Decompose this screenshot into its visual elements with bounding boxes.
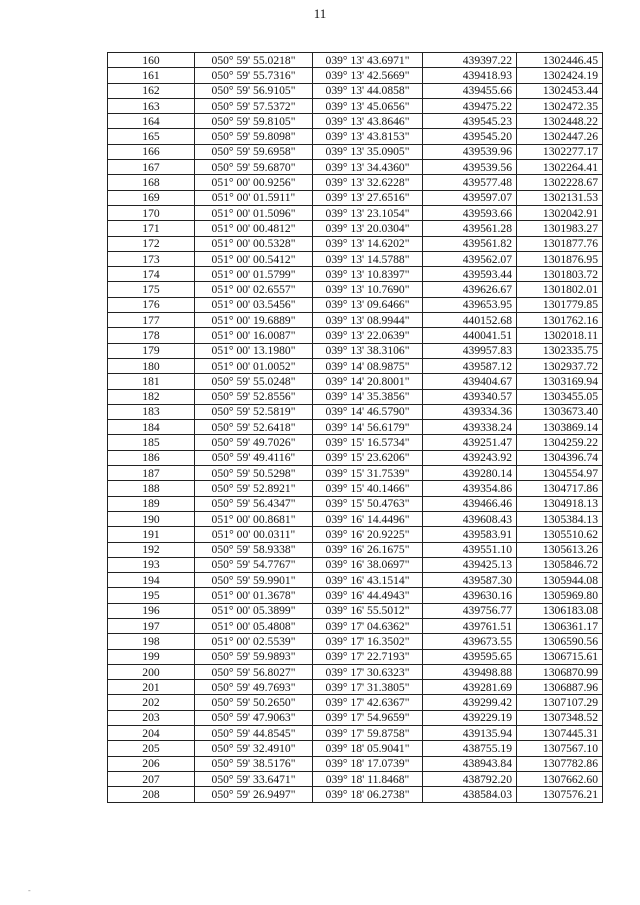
point-number-cell: 193 <box>108 557 195 572</box>
latitude-cell: 050° 59' 44.8545" <box>195 726 313 741</box>
longitude-cell: 039° 13' 08.9944" <box>313 313 423 328</box>
longitude-cell: 039° 15' 23.6206" <box>313 450 423 465</box>
y-coordinate-cell: 1305969.80 <box>517 588 603 603</box>
point-number-cell: 206 <box>108 756 195 771</box>
latitude-cell: 051° 00' 01.5799" <box>195 267 313 282</box>
latitude-cell: 050° 59' 56.8027" <box>195 664 313 679</box>
point-number-cell: 163 <box>108 98 195 113</box>
margin-mark: - <box>28 886 31 895</box>
x-coordinate-cell: 439626.67 <box>423 282 517 297</box>
x-coordinate-cell: 439562.07 <box>423 251 517 266</box>
x-coordinate-cell: 439340.57 <box>423 389 517 404</box>
table-row <box>108 726 603 741</box>
point-number-cell: 179 <box>108 343 195 358</box>
x-coordinate-cell: 439587.12 <box>423 358 517 373</box>
x-coordinate-cell: 439354.86 <box>423 481 517 496</box>
y-coordinate-cell: 1306887.96 <box>517 680 603 695</box>
longitude-cell: 039° 16' 26.1675" <box>313 542 423 557</box>
latitude-cell: 051° 00' 00.9256" <box>195 175 313 190</box>
longitude-cell: 039° 13' 34.4360" <box>313 160 423 175</box>
table-row <box>108 588 603 603</box>
longitude-cell: 039° 14' 35.3856" <box>313 389 423 404</box>
latitude-cell: 050° 59' 59.6958" <box>195 144 313 159</box>
x-coordinate-cell: 439251.47 <box>423 435 517 450</box>
table-row <box>108 328 603 343</box>
latitude-cell: 050° 59' 59.9893" <box>195 649 313 664</box>
point-number-cell: 198 <box>108 634 195 649</box>
y-coordinate-cell: 1302335.75 <box>517 343 603 358</box>
y-coordinate-cell: 1302042.91 <box>517 205 603 220</box>
table-row <box>108 313 603 328</box>
table-row <box>108 205 603 220</box>
x-coordinate-cell: 438792.20 <box>423 771 517 786</box>
table-row <box>108 618 603 633</box>
y-coordinate-cell: 1302018.11 <box>517 328 603 343</box>
table-row <box>108 297 603 312</box>
table-row <box>108 527 603 542</box>
latitude-cell: 050° 59' 57.5372" <box>195 98 313 113</box>
y-coordinate-cell: 1306870.99 <box>517 664 603 679</box>
point-number-cell: 184 <box>108 420 195 435</box>
x-coordinate-cell: 439756.77 <box>423 603 517 618</box>
y-coordinate-cell: 1307567.10 <box>517 741 603 756</box>
point-number-cell: 208 <box>108 787 195 802</box>
latitude-cell: 050° 59' 50.5298" <box>195 466 313 481</box>
point-number-cell: 166 <box>108 144 195 159</box>
longitude-cell: 039° 13' 43.8153" <box>313 129 423 144</box>
latitude-cell: 050° 59' 55.7316" <box>195 68 313 83</box>
point-number-cell: 164 <box>108 114 195 129</box>
y-coordinate-cell: 1303455.05 <box>517 389 603 404</box>
y-coordinate-cell: 1306715.61 <box>517 649 603 664</box>
longitude-cell: 039° 15' 16.5734" <box>313 435 423 450</box>
x-coordinate-cell: 439630.16 <box>423 588 517 603</box>
y-coordinate-cell: 1304259.22 <box>517 435 603 450</box>
point-number-cell: 203 <box>108 710 195 725</box>
x-coordinate-cell: 439561.28 <box>423 221 517 236</box>
table-row <box>108 358 603 373</box>
longitude-cell: 039° 16' 14.4496" <box>313 511 423 526</box>
longitude-cell: 039° 13' 32.6228" <box>313 175 423 190</box>
longitude-cell: 039° 16' 38.0697" <box>313 557 423 572</box>
point-number-cell: 177 <box>108 313 195 328</box>
y-coordinate-cell: 1302446.45 <box>517 53 603 68</box>
latitude-cell: 051° 00' 00.5328" <box>195 236 313 251</box>
point-number-cell: 205 <box>108 741 195 756</box>
longitude-cell: 039° 15' 50.4763" <box>313 496 423 511</box>
x-coordinate-cell: 439404.67 <box>423 374 517 389</box>
latitude-cell: 051° 00' 01.0052" <box>195 358 313 373</box>
y-coordinate-cell: 1301983.27 <box>517 221 603 236</box>
point-number-cell: 195 <box>108 588 195 603</box>
y-coordinate-cell: 1307445.31 <box>517 726 603 741</box>
table-row <box>108 389 603 404</box>
latitude-cell: 051° 00' 02.5539" <box>195 634 313 649</box>
table-row <box>108 649 603 664</box>
point-number-cell: 197 <box>108 618 195 633</box>
table-row <box>108 450 603 465</box>
point-number-cell: 183 <box>108 404 195 419</box>
point-number-cell: 200 <box>108 664 195 679</box>
latitude-cell: 051° 00' 01.3678" <box>195 588 313 603</box>
y-coordinate-cell: 1307782.86 <box>517 756 603 771</box>
x-coordinate-cell: 439653.95 <box>423 297 517 312</box>
latitude-cell: 051° 00' 00.8681" <box>195 511 313 526</box>
point-number-cell: 199 <box>108 649 195 664</box>
table-row <box>108 404 603 419</box>
longitude-cell: 039° 18' 06.2738" <box>313 787 423 802</box>
point-number-cell: 185 <box>108 435 195 450</box>
y-coordinate-cell: 1302277.17 <box>517 144 603 159</box>
x-coordinate-cell: 439593.44 <box>423 267 517 282</box>
y-coordinate-cell: 1304554.97 <box>517 466 603 481</box>
table-row <box>108 481 603 496</box>
latitude-cell: 050° 59' 33.6471" <box>195 771 313 786</box>
point-number-cell: 189 <box>108 496 195 511</box>
latitude-cell: 050° 59' 52.8921" <box>195 481 313 496</box>
table-row <box>108 466 603 481</box>
point-number-cell: 167 <box>108 160 195 175</box>
longitude-cell: 039° 14' 56.6179" <box>313 420 423 435</box>
longitude-cell: 039° 13' 14.5788" <box>313 251 423 266</box>
longitude-cell: 039° 13' 22.0639" <box>313 328 423 343</box>
table-row <box>108 221 603 236</box>
x-coordinate-cell: 438943.84 <box>423 756 517 771</box>
x-coordinate-cell: 439466.46 <box>423 496 517 511</box>
latitude-cell: 050° 59' 50.2650" <box>195 695 313 710</box>
x-coordinate-cell: 439498.88 <box>423 664 517 679</box>
y-coordinate-cell: 1306590.56 <box>517 634 603 649</box>
x-coordinate-cell: 439545.23 <box>423 114 517 129</box>
longitude-cell: 039° 13' 14.6202" <box>313 236 423 251</box>
table-row <box>108 160 603 175</box>
point-number-cell: 188 <box>108 481 195 496</box>
table-row <box>108 83 603 98</box>
x-coordinate-cell: 439593.66 <box>423 205 517 220</box>
page-number: 11 <box>313 6 327 21</box>
longitude-cell: 039° 15' 31.7539" <box>313 466 423 481</box>
point-number-cell: 165 <box>108 129 195 144</box>
point-number-cell: 192 <box>108 542 195 557</box>
latitude-cell: 050° 59' 59.8098" <box>195 129 313 144</box>
latitude-cell: 050° 59' 55.0218" <box>195 53 313 68</box>
x-coordinate-cell: 439280.14 <box>423 466 517 481</box>
longitude-cell: 039° 17' 16.3502" <box>313 634 423 649</box>
x-coordinate-cell: 440041.51 <box>423 328 517 343</box>
longitude-cell: 039° 13' 38.3106" <box>313 343 423 358</box>
x-coordinate-cell: 439587.30 <box>423 573 517 588</box>
y-coordinate-cell: 1305510.62 <box>517 527 603 542</box>
longitude-cell: 039° 13' 43.6971" <box>313 53 423 68</box>
latitude-cell: 050° 59' 52.6418" <box>195 420 313 435</box>
y-coordinate-cell: 1305613.26 <box>517 542 603 557</box>
longitude-cell: 039° 14' 20.8001" <box>313 374 423 389</box>
y-coordinate-cell: 1301876.95 <box>517 251 603 266</box>
point-number-cell: 172 <box>108 236 195 251</box>
longitude-cell: 039° 17' 04.6362" <box>313 618 423 633</box>
y-coordinate-cell: 1306183.08 <box>517 603 603 618</box>
y-coordinate-cell: 1301877.76 <box>517 236 603 251</box>
table-row <box>108 664 603 679</box>
longitude-cell: 039° 13' 27.6516" <box>313 190 423 205</box>
longitude-cell: 039° 16' 20.9225" <box>313 527 423 542</box>
x-coordinate-cell: 439673.55 <box>423 634 517 649</box>
point-number-cell: 174 <box>108 267 195 282</box>
table-row <box>108 98 603 113</box>
table-row <box>108 435 603 450</box>
longitude-cell: 039° 17' 42.6367" <box>313 695 423 710</box>
point-number-cell: 169 <box>108 190 195 205</box>
x-coordinate-cell: 439334.36 <box>423 404 517 419</box>
latitude-cell: 050° 59' 59.8105" <box>195 114 313 129</box>
point-number-cell: 187 <box>108 466 195 481</box>
point-number-cell: 180 <box>108 358 195 373</box>
x-coordinate-cell: 439551.10 <box>423 542 517 557</box>
point-number-cell: 178 <box>108 328 195 343</box>
y-coordinate-cell: 1302131.53 <box>517 190 603 205</box>
longitude-cell: 039° 13' 45.0656" <box>313 98 423 113</box>
longitude-cell: 039° 13' 20.0304" <box>313 221 423 236</box>
y-coordinate-cell: 1302472.35 <box>517 98 603 113</box>
latitude-cell: 051° 00' 05.3899" <box>195 603 313 618</box>
y-coordinate-cell: 1301802.01 <box>517 282 603 297</box>
y-coordinate-cell: 1306361.17 <box>517 618 603 633</box>
table-row <box>108 175 603 190</box>
x-coordinate-cell: 439539.56 <box>423 160 517 175</box>
latitude-cell: 051° 00' 00.0311" <box>195 527 313 542</box>
point-number-cell: 175 <box>108 282 195 297</box>
y-coordinate-cell: 1304717.86 <box>517 481 603 496</box>
x-coordinate-cell: 439957.83 <box>423 343 517 358</box>
table-row <box>108 282 603 297</box>
latitude-cell: 050° 59' 55.0248" <box>195 374 313 389</box>
x-coordinate-cell: 439583.91 <box>423 527 517 542</box>
point-number-cell: 176 <box>108 297 195 312</box>
latitude-cell: 050° 59' 49.7026" <box>195 435 313 450</box>
latitude-cell: 050° 59' 49.4116" <box>195 450 313 465</box>
y-coordinate-cell: 1303869.14 <box>517 420 603 435</box>
table-row <box>108 68 603 83</box>
latitude-cell: 050° 59' 58.9338" <box>195 542 313 557</box>
table-row <box>108 710 603 725</box>
point-number-cell: 190 <box>108 511 195 526</box>
longitude-cell: 039° 17' 54.9659" <box>313 710 423 725</box>
y-coordinate-cell: 1307662.60 <box>517 771 603 786</box>
point-number-cell: 181 <box>108 374 195 389</box>
point-number-cell: 194 <box>108 573 195 588</box>
table-row <box>108 53 603 68</box>
y-coordinate-cell: 1301803.72 <box>517 267 603 282</box>
latitude-cell: 051° 00' 00.4812" <box>195 221 313 236</box>
table-row <box>108 634 603 649</box>
point-number-cell: 204 <box>108 726 195 741</box>
y-coordinate-cell: 1307348.52 <box>517 710 603 725</box>
point-number-cell: 186 <box>108 450 195 465</box>
longitude-cell: 039° 13' 10.7690" <box>313 282 423 297</box>
y-coordinate-cell: 1307107.29 <box>517 695 603 710</box>
longitude-cell: 039° 13' 35.0905" <box>313 144 423 159</box>
x-coordinate-cell: 439577.48 <box>423 175 517 190</box>
y-coordinate-cell: 1301762.16 <box>517 313 603 328</box>
table-row <box>108 496 603 511</box>
table-row <box>108 236 603 251</box>
y-coordinate-cell: 1303673.40 <box>517 404 603 419</box>
x-coordinate-cell: 440152.68 <box>423 313 517 328</box>
y-coordinate-cell: 1302264.41 <box>517 160 603 175</box>
x-coordinate-cell: 439418.93 <box>423 68 517 83</box>
latitude-cell: 051° 00' 03.5456" <box>195 297 313 312</box>
y-coordinate-cell: 1304918.13 <box>517 496 603 511</box>
coordinates-table-body <box>108 53 603 803</box>
longitude-cell: 039° 15' 40.1466" <box>313 481 423 496</box>
x-coordinate-cell: 438584.03 <box>423 787 517 802</box>
table-row <box>108 557 603 572</box>
latitude-cell: 050° 59' 32.4910" <box>195 741 313 756</box>
table-row <box>108 129 603 144</box>
y-coordinate-cell: 1302228.67 <box>517 175 603 190</box>
y-coordinate-cell: 1305384.13 <box>517 511 603 526</box>
longitude-cell: 039° 17' 22.7193" <box>313 649 423 664</box>
longitude-cell: 039° 13' 10.8397" <box>313 267 423 282</box>
y-coordinate-cell: 1302937.72 <box>517 358 603 373</box>
point-number-cell: 173 <box>108 251 195 266</box>
latitude-cell: 051° 00' 01.5096" <box>195 205 313 220</box>
longitude-cell: 039° 13' 44.0858" <box>313 83 423 98</box>
x-coordinate-cell: 438755.19 <box>423 741 517 756</box>
table-row <box>108 190 603 205</box>
x-coordinate-cell: 439135.94 <box>423 726 517 741</box>
table-row <box>108 144 603 159</box>
point-number-cell: 196 <box>108 603 195 618</box>
point-number-cell: 191 <box>108 527 195 542</box>
latitude-cell: 050° 59' 54.7767" <box>195 557 313 572</box>
x-coordinate-cell: 439597.07 <box>423 190 517 205</box>
point-number-cell: 162 <box>108 83 195 98</box>
latitude-cell: 050° 59' 52.5819" <box>195 404 313 419</box>
table-row <box>108 573 603 588</box>
point-number-cell: 182 <box>108 389 195 404</box>
y-coordinate-cell: 1302424.19 <box>517 68 603 83</box>
latitude-cell: 050° 59' 59.6870" <box>195 160 313 175</box>
x-coordinate-cell: 439561.82 <box>423 236 517 251</box>
y-coordinate-cell: 1307576.21 <box>517 787 603 802</box>
latitude-cell: 050° 59' 49.7693" <box>195 680 313 695</box>
point-number-cell: 202 <box>108 695 195 710</box>
y-coordinate-cell: 1305846.72 <box>517 557 603 572</box>
longitude-cell: 039° 18' 17.0739" <box>313 756 423 771</box>
latitude-cell: 050° 59' 56.4347" <box>195 496 313 511</box>
table-row <box>108 741 603 756</box>
longitude-cell: 039° 14' 46.5790" <box>313 404 423 419</box>
longitude-cell: 039° 17' 31.3805" <box>313 680 423 695</box>
table-row <box>108 787 603 802</box>
longitude-cell: 039° 17' 59.8758" <box>313 726 423 741</box>
table-row <box>108 771 603 786</box>
latitude-cell: 050° 59' 56.9105" <box>195 83 313 98</box>
point-number-cell: 160 <box>108 53 195 68</box>
table-row <box>108 420 603 435</box>
longitude-cell: 039° 18' 05.9041" <box>313 741 423 756</box>
latitude-cell: 051° 00' 16.0087" <box>195 328 313 343</box>
latitude-cell: 051° 00' 13.1980" <box>195 343 313 358</box>
point-number-cell: 201 <box>108 680 195 695</box>
y-coordinate-cell: 1302448.22 <box>517 114 603 129</box>
point-number-cell: 168 <box>108 175 195 190</box>
y-coordinate-cell: 1302453.44 <box>517 83 603 98</box>
latitude-cell: 050° 59' 59.9901" <box>195 573 313 588</box>
x-coordinate-cell: 439299.42 <box>423 695 517 710</box>
table-row <box>108 603 603 618</box>
y-coordinate-cell: 1305944.08 <box>517 573 603 588</box>
x-coordinate-cell: 439338.24 <box>423 420 517 435</box>
longitude-cell: 039° 16' 44.4943" <box>313 588 423 603</box>
x-coordinate-cell: 439281.69 <box>423 680 517 695</box>
latitude-cell: 050° 59' 38.5176" <box>195 756 313 771</box>
x-coordinate-cell: 439397.22 <box>423 53 517 68</box>
table-row <box>108 542 603 557</box>
x-coordinate-cell: 439455.66 <box>423 83 517 98</box>
latitude-cell: 051° 00' 05.4808" <box>195 618 313 633</box>
table-row <box>108 267 603 282</box>
coordinates-table <box>107 52 603 803</box>
latitude-cell: 051° 00' 19.6889" <box>195 313 313 328</box>
y-coordinate-cell: 1302447.26 <box>517 129 603 144</box>
table-row <box>108 756 603 771</box>
latitude-cell: 050° 59' 47.9063" <box>195 710 313 725</box>
latitude-cell: 051° 00' 00.5412" <box>195 251 313 266</box>
longitude-cell: 039° 13' 09.6466" <box>313 297 423 312</box>
longitude-cell: 039° 16' 55.5012" <box>313 603 423 618</box>
latitude-cell: 050° 59' 26.9497" <box>195 787 313 802</box>
x-coordinate-cell: 439475.22 <box>423 98 517 113</box>
table-row <box>108 114 603 129</box>
table-row <box>108 343 603 358</box>
table-row <box>108 251 603 266</box>
x-coordinate-cell: 439608.43 <box>423 511 517 526</box>
table-row <box>108 680 603 695</box>
table-row <box>108 695 603 710</box>
x-coordinate-cell: 439761.51 <box>423 618 517 633</box>
longitude-cell: 039° 13' 42.5669" <box>313 68 423 83</box>
x-coordinate-cell: 439539.96 <box>423 144 517 159</box>
y-coordinate-cell: 1301779.85 <box>517 297 603 312</box>
x-coordinate-cell: 439545.20 <box>423 129 517 144</box>
longitude-cell: 039° 14' 08.9875" <box>313 358 423 373</box>
latitude-cell: 051° 00' 02.6557" <box>195 282 313 297</box>
latitude-cell: 050° 59' 52.8556" <box>195 389 313 404</box>
point-number-cell: 207 <box>108 771 195 786</box>
x-coordinate-cell: 439243.92 <box>423 450 517 465</box>
longitude-cell: 039° 13' 43.8646" <box>313 114 423 129</box>
longitude-cell: 039° 18' 11.8468" <box>313 771 423 786</box>
y-coordinate-cell: 1303169.94 <box>517 374 603 389</box>
y-coordinate-cell: 1304396.74 <box>517 450 603 465</box>
point-number-cell: 171 <box>108 221 195 236</box>
table-row <box>108 511 603 526</box>
point-number-cell: 161 <box>108 68 195 83</box>
table-row <box>108 374 603 389</box>
longitude-cell: 039° 17' 30.6323" <box>313 664 423 679</box>
latitude-cell: 051° 00' 01.5911" <box>195 190 313 205</box>
x-coordinate-cell: 439595.65 <box>423 649 517 664</box>
point-number-cell: 170 <box>108 205 195 220</box>
x-coordinate-cell: 439229.19 <box>423 710 517 725</box>
longitude-cell: 039° 16' 43.1514" <box>313 573 423 588</box>
longitude-cell: 039° 13' 23.1054" <box>313 205 423 220</box>
x-coordinate-cell: 439425.13 <box>423 557 517 572</box>
